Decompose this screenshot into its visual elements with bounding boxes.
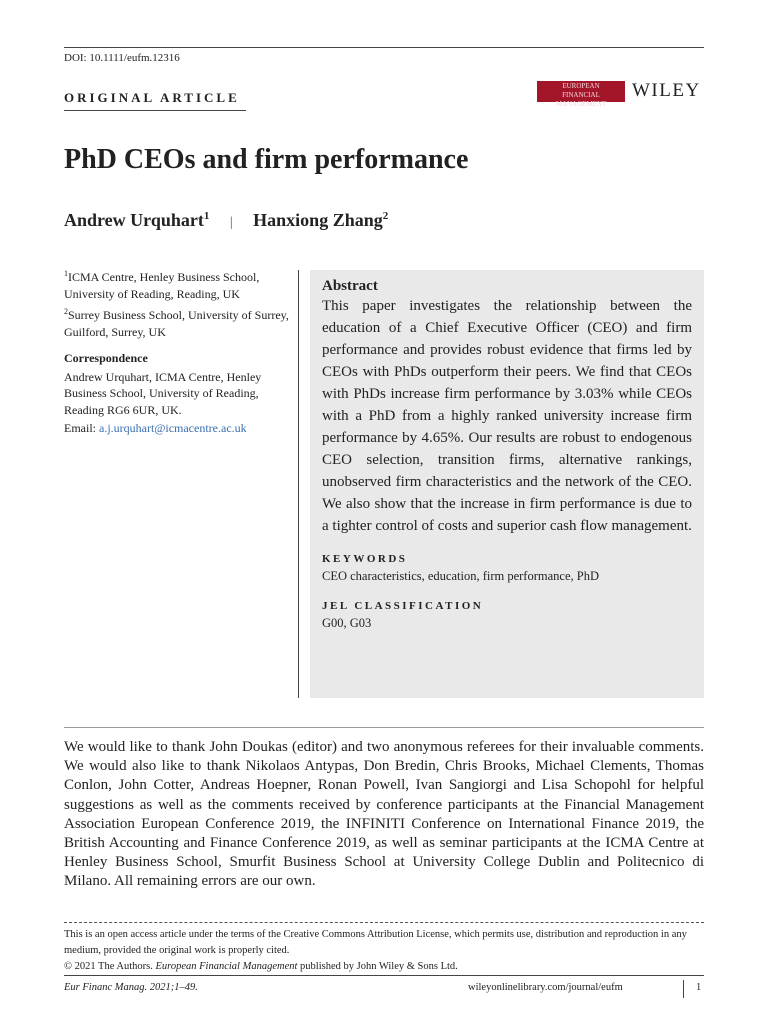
license-text: This is an open access article under the terms of the Creative Commons Attribution License, which permits use, distribution and reproduction in any medium, provided the original work is properly cited. <box>64 929 687 956</box>
page-number: 1 <box>696 982 702 993</box>
correspondence-heading: Correspondence <box>64 351 148 365</box>
copyright <box>64 959 704 975</box>
abstract-text: This paper investigates the relationship between the education of a Chief Executive Officer (CEO) and firm performance and provides robust evidence that firms led by CEOs with PhDs outperform their peers. We find that CEOs with PhDs increase firm performance by 3.03% while CEOs with a PhD from a highly ranked university increase firm performance by 4.65%. Our results are robust to endogenous CEO selection, transition firms, alternative rankings, unobserved firm characteristics and the network of the CEO. We also show that the increase in firm performance is due to a tighter control of costs and superior cash flow management. <box>322 298 692 534</box>
footer-citation: Eur Financ Manag. 2021;1–49. <box>64 982 198 993</box>
author-sup: 2 <box>382 210 389 222</box>
journal-logo-line1: EUROPEAN <box>562 82 600 90</box>
journal-logo-line2: FINANCIAL MANAGEMENT <box>555 91 607 108</box>
affiliations <box>64 266 294 439</box>
copyright-post: published by John Wiley & Sons Ltd. <box>297 961 458 972</box>
correspondence-text: Andrew Urquhart, ICMA Centre, Henley Business School, University of Reading, Reading RG6 6UR, UK. <box>64 369 262 417</box>
wiley-logo: WILEY <box>632 80 701 101</box>
author-name: Hanxiong Zhang <box>253 210 383 230</box>
keywords-heading: KEYWORDS <box>322 553 408 565</box>
abstract-box <box>310 270 704 698</box>
acknowledgments: We would like to thank John Doukas (editor) and two anonymous referees for their invaluable comments. We would also like to thank Nikolaos Antypas, Don Bredin, Chris Brooks, Michael Clements, Thomas Conlon, John Cotter, Andreas Hoepner, Ronan Powell, Ivan Sangiorgi and Lisa Schopohl for helpful suggestions as well as the comments received by conference participants at the Financial Management Association European Conference 2019, the INFINITI Conference on International Finance 2019, the British Accounting and Finance Conference 2019, as well as seminar participants at the ICMA Centre at Henley Business School, Smurfit Business School at University College Dublin and Politecnico di Milano. All remaining errors are our own. <box>64 739 704 890</box>
affiliation: Surrey Business School, University of Surrey, Guilford, Surrey, UK <box>64 308 289 339</box>
jel-codes: G00, G03 <box>322 616 372 630</box>
author-name: Andrew Urquhart <box>64 210 204 230</box>
affiliation: ICMA Centre, Henley Business School, University of Reading, Reading, UK <box>64 270 260 301</box>
article-type: ORIGINAL ARTICLE <box>64 90 240 105</box>
dotted-divider <box>64 922 704 923</box>
email-link[interactable]: a.j.urquhart@icmacentre.ac.uk <box>99 421 247 435</box>
license-note <box>64 927 704 975</box>
footer-url[interactable]: wileyonlinelibrary.com/journal/eufm <box>468 982 623 993</box>
article-type-underline <box>64 110 246 111</box>
copyright-pre: © 2021 The Authors. <box>64 961 156 972</box>
journal-logo <box>537 81 625 108</box>
author-list <box>64 210 388 231</box>
section-divider <box>64 727 704 728</box>
email-label: Email: <box>64 421 99 435</box>
affiliation-sup: 1 <box>64 269 68 278</box>
paper-title: PhD CEOs and firm performance <box>64 144 469 175</box>
footer-rule <box>64 975 704 976</box>
top-rule <box>64 47 704 48</box>
footer-separator <box>683 980 684 998</box>
author-separator: | <box>229 215 233 230</box>
jel-heading: JEL CLASSIFICATION <box>322 600 484 612</box>
abstract-heading: Abstract <box>322 278 378 294</box>
doi: DOI: 10.1111/eufm.12316 <box>64 52 180 64</box>
affiliation-sup: 2 <box>64 307 68 316</box>
keywords: CEO characteristics, education, firm performance, PhD <box>322 569 599 583</box>
journal-name: European Financial Management <box>155 961 298 972</box>
column-divider <box>298 270 299 698</box>
author-sup: 1 <box>203 210 210 222</box>
